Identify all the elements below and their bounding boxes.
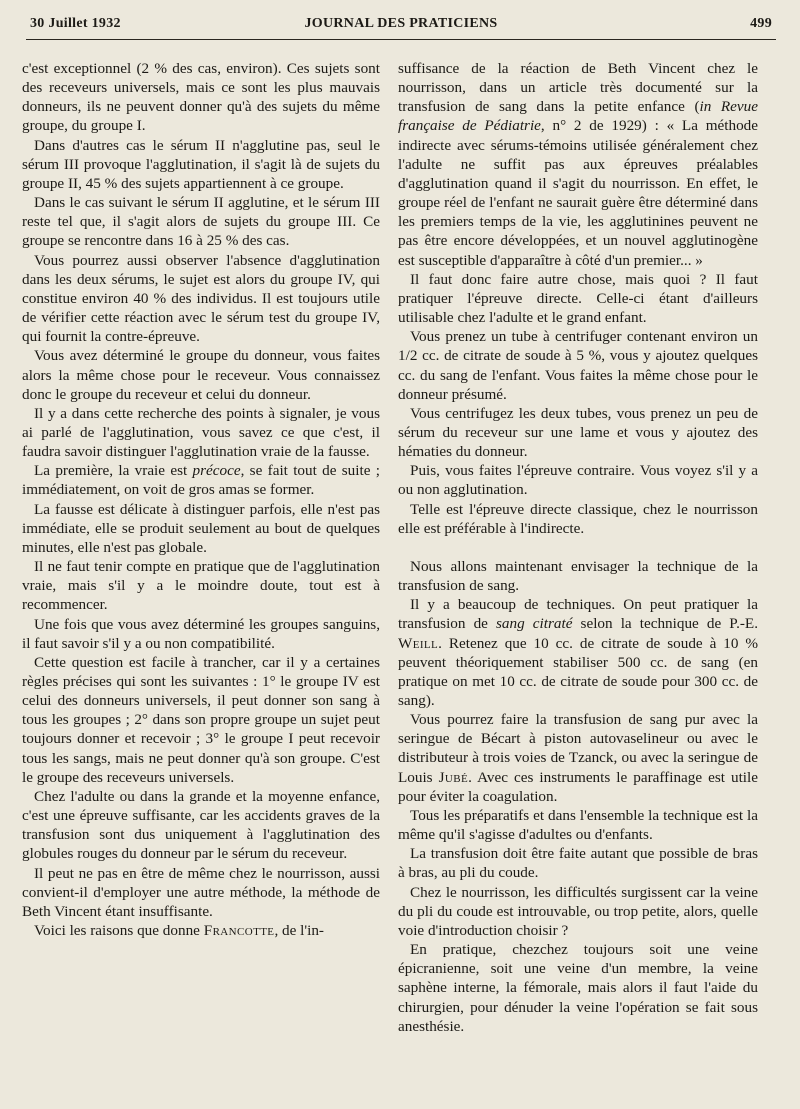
paragraph: Vous prenez un tube à centrifuger contenant environ un 1/2 cc. de citrate de soude à 5 %, vous y ajoutez quelques cc. du sang de l'enfant. Vous faites la même chose pour le donneur présumé. [398, 328, 758, 403]
right-column [398, 59, 758, 1036]
text-run: , n° 2 de 1929) : « La méthode indirecte avec sérums-témoins utilisée généralement chez l'adulte ne suffit pas aux épreuves préalables d'agglutination quand il s'agit du nourrisson. En effet, le groupe réel de l'enfant ne saurait guère être déterminé dans les premiers temps de la vie, les agglutinines peuvent ne pas être encore développées, et un nouvel agglutinogène est susceptible d'apparaître à côté d'un premier... » [398, 117, 759, 269]
paragraph: Il peut ne pas en être de même chez le nourrisson, aussi convient-il d'employer une autre méthode, la méthode de Beth Vincent étant insuffisante. [22, 864, 380, 920]
paragraph: Vous centrifugez les deux tubes, vous prenez un peu de sérum du receveur sur une lame et vous y ajoutez des hématies du donneur. [398, 404, 758, 461]
text-run: Il y a beaucoup de techniques. On peut pratiquer la transfusion de [398, 596, 758, 633]
paragraph: En pratique, chezchez toujours soit une veine épicranienne, soit une veine d'un membre, la veine saphène interne, la fémorale, mais alors il faut l'aide du chirurgien, pour dénuder la veine l'opération se fait sous anesthésie. [398, 941, 758, 1035]
paragraph: Vous pourrez aussi observer l'absence d'agglutination dans les deux sérums, le sujet est alors du groupe IV, qui constitue environ 40 % des individus. Il est toujours utile de vérifier cette réaction avec le sérum test du groupe IV, qui fournit la contre-épreuve. [22, 251, 380, 346]
paragraph: La transfusion doit être faite autant que possible de bras à bras, au pli du coude. [398, 845, 758, 882]
text-run: Voici les raisons que donne [34, 922, 204, 940]
text-run: Vous pourrez faire la transfusion de sang pur avec la seringue de Bécart à piston autovaselineur ou avec le distributeur à trois voies de Tzanck, ou avec la seringue de Louis [398, 711, 758, 786]
emphasis-precoce: précoce [192, 462, 241, 480]
author-name-francotte: Francotte [203, 922, 275, 940]
text-run: , de l'in- [274, 922, 324, 940]
text-run: selon la technique de P.-E. [572, 615, 758, 633]
left-column [22, 59, 380, 940]
paragraph: Dans le cas suivant le sérum II agglutine, et le sérum III reste tel que, il s'agit alors de sujets du groupe III. Ce groupe se rencontre dans 16 à 25 % des cas. [22, 194, 380, 250]
text-run: suffisance de la réaction de Beth Vincent chez le nourrisson, dans un article très documenté sur la transfusion de sang dans la petite enfance ( [398, 60, 758, 116]
page-header [30, 16, 772, 36]
paragraph: Chez le nourrisson, les difficultés surgissent car la veine du pli du coude est introuvable, ou trop petite, alors, quelle voie d'introduction choisir ? [398, 883, 758, 939]
paragraph: Il ne faut tenir compte en pratique que de l'agglutination vraie, mais s'il y a le moindre doute, tout est à recommencer. [22, 558, 380, 614]
paragraph: Vous avez déterminé le groupe du donneur, vous faites alors la même chose pour le receveur. Vous connaissez donc le groupe du receveur et celui du donneur. [22, 347, 380, 403]
paragraph: Dans d'autres cas le sérum II n'agglutine pas, seul le sérum III provoque l'agglutination, il s'agit là de sujets du groupe II, 45 % des sujets appartiennent à ce groupe. [22, 136, 380, 192]
paragraph [22, 461, 380, 499]
header-page-number: 499 [750, 16, 772, 31]
author-name-weill: Weill [398, 634, 439, 652]
paragraph: Une fois que vous avez déterminé les groupes sanguins, il faut savoir s'il y a ou non compatibilité. [22, 615, 380, 652]
paragraph: Tous les préparatifs et dans l'ensemble la technique est la même qu'il s'agisse d'adultes ou d'enfants. [398, 806, 758, 844]
paragraph [398, 595, 758, 710]
paragraph: Puis, vous faites l'épreuve contraire. Vous voyez s'il y a ou non agglutination. [398, 462, 758, 499]
header-journal-title: JOURNAL DES PRATICIENS [304, 16, 498, 31]
paragraph: Il y a dans cette recherche des points à signaler, je vous ai parlé de l'agglutination, vous savez ce que c'est, il faudra savoir distinguer l'agglutination vraie de la fausse. [22, 404, 380, 461]
paragraph [398, 710, 758, 806]
text-run: . Retenez que 10 cc. de citrate de soude à 10 % peuvent théoriquement stabiliser 500 cc. de sang (en pratique on met 10 cc. de citrate de soude pour 300 cc. de sang). [398, 634, 758, 709]
paragraph [398, 59, 758, 270]
paragraph: c'est exceptionnel (2 % des cas, environ). Ces sujets sont des receveurs universels, mais ce sont les plus mauvais donneurs, ils ne peuvent donner qu'à des sujets du même groupe, du groupe I. [22, 60, 380, 135]
paragraph [22, 921, 380, 940]
header-rule [26, 39, 776, 40]
emphasis-sang-citrate: sang citraté [496, 615, 573, 633]
citation-revue: in Revue française de Pédiatrie [398, 98, 758, 135]
text-run: , se fait tout de suite ; immédiatement, on voit de gros amas se former. [22, 462, 380, 499]
paragraph: Il faut donc faire autre chose, mais quoi ? Il faut pratiquer l'épreuve directe. Celle-ci étant d'ailleurs utilisable chez l'adulte et le grand enfant. [398, 270, 758, 327]
paragraph: Cette question est facile à trancher, car il y a certaines règles précises qui sont les suivantes : 1° le groupe IV est celui des donneurs universels, il peut donner son sang à tous les groupes ; 2° dans son propre groupe un sujet peut toujours donner et recevoir ; 3° le groupe I peut recevoir tous les sangs, mais ne peut donner qu'à son groupe. C'est le groupe des receveurs universels. [22, 653, 380, 786]
author-name-jube: Jubé [438, 768, 469, 786]
paragraph: Chez l'adulte ou dans la grande et la moyenne enfance, c'est une épreuve suffisante, car les accidents graves de la transfusion sont dus uniquement à l'agglutination des globules rouges du donneur par le sérum du receveur. [22, 787, 380, 863]
paragraph: La fausse est délicate à distinguer parfois, elle n'est pas immédiate, elle se produit seulement au bout de quelques minutes, elle n'est pas globale. [22, 500, 380, 556]
header-date: 30 Juillet 1932 [30, 16, 121, 31]
text-run: La première, la vraie est [34, 462, 193, 480]
paragraph: Nous allons maintenant envisager la technique de la transfusion de sang. [398, 557, 758, 595]
paragraph: Telle est l'épreuve directe classique, chez le nourrisson elle est préférable à l'indirecte. [398, 500, 758, 537]
text-run: . Avec ces instruments le paraffinage est utile pour éviter la coagulation. [398, 768, 758, 805]
